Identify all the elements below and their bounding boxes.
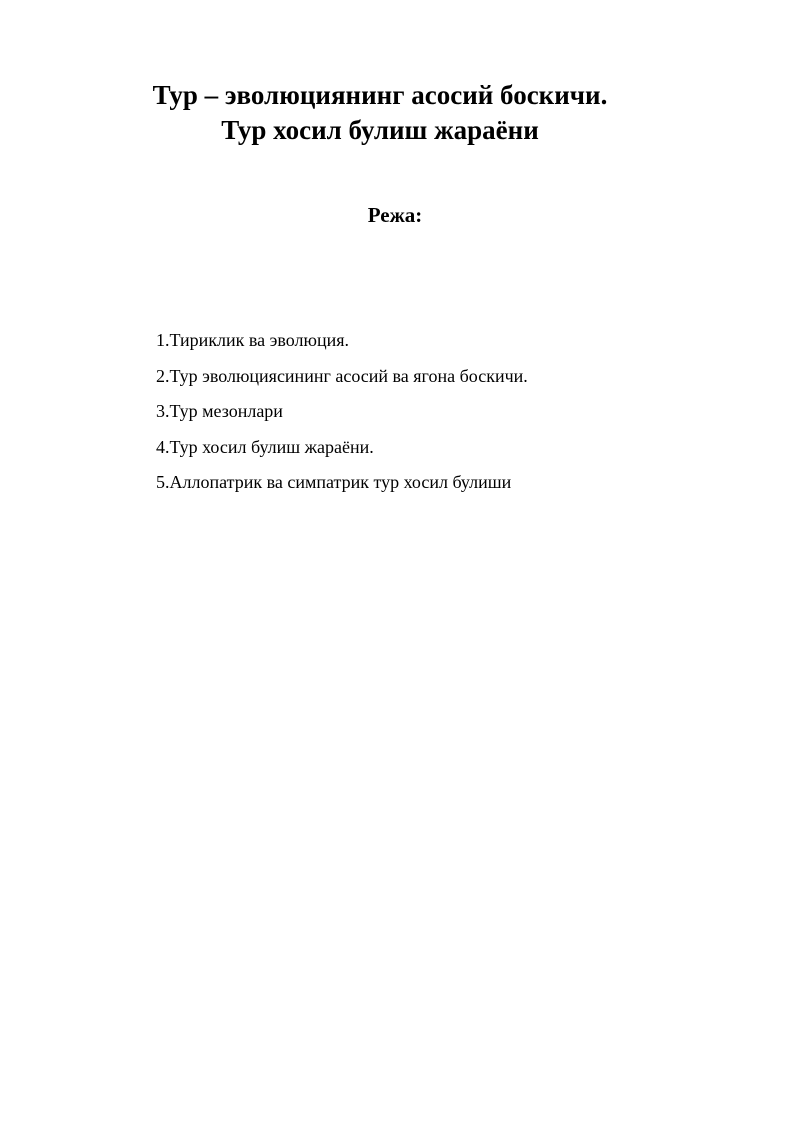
plan-item-5: 5.Аллопатрик ва симпатрик тур хосил булиши bbox=[156, 472, 512, 492]
document-title bbox=[0, 78, 760, 148]
plan-item-2: 2.Тур эволюциясининг асосий ва ягона боскичи. bbox=[156, 365, 528, 386]
title-line-2: Тур хосил булиш жараёни bbox=[221, 115, 539, 145]
title-line-1: Тур – эволюциянинг асосий боскичи. bbox=[152, 80, 608, 110]
plan-heading: Режа: bbox=[367, 203, 423, 227]
plan-item-1: 1.Тириклик ва эволюция. bbox=[156, 330, 350, 350]
plan-item-3: 3.Тур мезонлари bbox=[156, 401, 283, 421]
plan-item-4: 4.Тур хосил булиш жараёни. bbox=[156, 436, 374, 457]
plan-list bbox=[156, 323, 528, 501]
